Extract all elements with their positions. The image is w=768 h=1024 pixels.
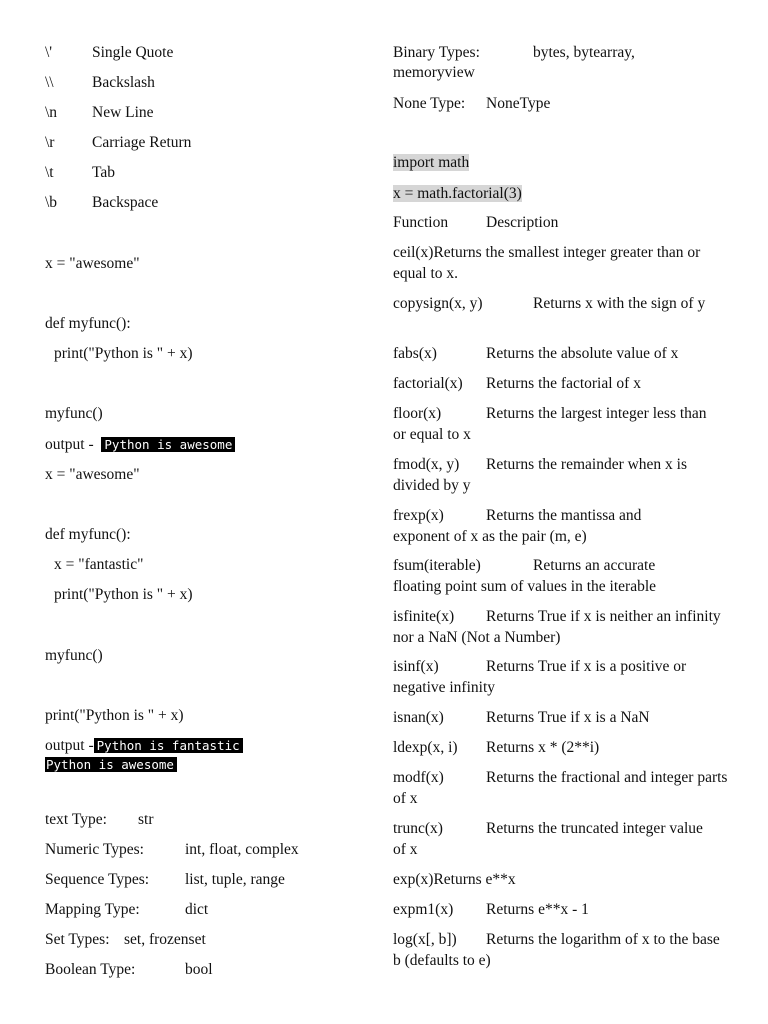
output-line	[45, 755, 177, 775]
code-line: def myfunc():	[45, 315, 131, 332]
escape-row	[45, 73, 155, 93]
code-line: x = "awesome"	[45, 255, 140, 272]
escape-name: Carriage Return	[92, 134, 192, 151]
type-label: Mapping Type:	[45, 901, 140, 918]
function-name: isinf(x)	[393, 658, 439, 675]
type-value: list, tuple, range	[185, 871, 285, 888]
type-label: text Type:	[45, 811, 107, 828]
type-row	[45, 840, 299, 860]
escape-name: Backspace	[92, 194, 159, 211]
type-label: None Type:	[393, 95, 466, 112]
function-desc: Returns True if x is neither an infinity nor a NaN (Not a Number)	[393, 608, 721, 646]
header-function: Function	[393, 214, 449, 231]
type-label: Sequence Types:	[45, 871, 150, 888]
type-row	[45, 810, 154, 830]
output-value: Python is fantastic	[94, 738, 243, 753]
function-desc: Returns the smallest integer greater than or equal to x.	[393, 244, 701, 282]
escape-row	[45, 163, 115, 183]
function-name: copysign(x, y)	[393, 295, 483, 312]
escape-name: Single Quote	[92, 44, 174, 61]
function-name: fmod(x, y)	[393, 456, 460, 473]
function-desc: Returns the truncated integer value of x	[393, 820, 703, 858]
type-value: int, float, complex	[185, 841, 299, 858]
output-label: output -	[45, 436, 94, 453]
function-row	[393, 738, 728, 759]
type-value: bool	[185, 961, 213, 978]
escape-code: \t	[45, 164, 54, 181]
function-desc: Returns the factorial of x	[486, 375, 641, 392]
function-desc: Returns the absolute value of x	[486, 345, 679, 362]
function-name: factorial(x)	[393, 375, 463, 392]
function-name: trunc(x)	[393, 820, 443, 837]
type-value: NoneType	[486, 95, 551, 112]
function-desc: Returns the remainder when x is divided by y	[393, 456, 688, 494]
function-table-header	[393, 213, 558, 233]
function-row	[393, 819, 703, 860]
escape-code: \b	[45, 194, 58, 211]
function-desc: Returns x * (2**i)	[486, 739, 600, 756]
function-name: isnan(x)	[393, 709, 444, 726]
function-row	[393, 607, 723, 648]
function-row	[393, 657, 728, 698]
function-desc: Returns the mantissa and exponent of x as the pair (m, e)	[393, 507, 642, 545]
escape-row	[45, 193, 158, 213]
function-name: log(x[, b])	[393, 931, 457, 948]
highlighted-code: x = math.factorial(3)	[393, 185, 522, 202]
type-value: dict	[185, 901, 209, 918]
escape-code: \r	[45, 134, 55, 151]
escape-name: Backslash	[92, 74, 155, 91]
type-value: str	[138, 811, 154, 828]
type-row	[45, 930, 206, 950]
output-line	[45, 736, 243, 756]
function-row	[393, 374, 728, 395]
function-desc: Returns an accurate floating point sum of values in the iterable	[393, 557, 657, 595]
function-desc: Returns the logarithm of x to the base b (defaults to e)	[393, 931, 720, 969]
code-line: print("Python is " + x)	[54, 345, 193, 362]
function-row	[393, 344, 728, 365]
function-row	[393, 708, 728, 729]
function-row	[393, 556, 703, 597]
function-name: modf(x)	[393, 769, 444, 786]
code-line: myfunc()	[45, 647, 103, 664]
type-row	[393, 43, 635, 63]
function-row	[393, 930, 728, 971]
function-desc: Returns x with the sign of y	[533, 295, 706, 312]
escape-code: \n	[45, 104, 58, 121]
output-value: Python is awesome	[101, 437, 235, 452]
function-name: frexp(x)	[393, 507, 444, 524]
code-line: print("Python is " + x)	[54, 586, 193, 603]
function-name: floor(x)	[393, 405, 442, 422]
escape-name: New Line	[92, 104, 154, 121]
type-row	[45, 900, 208, 920]
type-label: Binary Types:	[393, 44, 480, 61]
function-desc: Returns True if x is a NaN	[486, 709, 650, 726]
header-description: Description	[486, 214, 559, 231]
type-value: set, frozenset	[124, 931, 206, 948]
function-desc: Returns the largest integer less than or equal to x	[393, 405, 707, 443]
output-value: Python is awesome	[45, 757, 177, 772]
function-desc: Returns the fractional and integer parts of x	[393, 769, 728, 807]
escape-row	[45, 103, 154, 123]
type-label: Boolean Type:	[45, 961, 136, 978]
type-label: Set Types:	[45, 931, 110, 948]
escape-row	[45, 133, 191, 153]
type-row	[393, 94, 550, 114]
function-desc: Returns e**x	[433, 871, 516, 888]
function-row	[393, 404, 713, 445]
function-row	[393, 243, 728, 284]
escape-row	[45, 43, 173, 63]
function-desc: Returns e**x - 1	[486, 901, 589, 918]
function-row	[393, 506, 693, 547]
function-row	[393, 294, 728, 315]
function-name: ceil(x)	[393, 244, 434, 261]
code-line: x = "fantastic"	[54, 556, 144, 573]
function-name: fabs(x)	[393, 345, 437, 362]
function-name: expm1(x)	[393, 901, 454, 918]
highlighted-code: import math	[393, 154, 470, 171]
type-row	[45, 960, 213, 980]
function-row	[393, 870, 728, 891]
function-name: isfinite(x)	[393, 608, 455, 625]
function-row	[393, 768, 728, 809]
function-desc: Returns True if x is a positive or negative infinity	[393, 658, 687, 696]
code-line: print("Python is " + x)	[45, 707, 184, 724]
escape-code: \'	[45, 44, 53, 61]
code-line: def myfunc():	[45, 526, 131, 543]
function-name: fsum(iterable)	[393, 557, 481, 574]
type-value-continued: memoryview	[393, 64, 475, 81]
function-name: exp(x)	[393, 871, 434, 888]
function-row	[393, 455, 728, 496]
code-line: x = "awesome"	[45, 466, 140, 483]
output-label: output -	[45, 737, 94, 754]
code-line: myfunc()	[45, 405, 103, 422]
function-row	[393, 900, 728, 921]
type-label: Numeric Types:	[45, 841, 144, 858]
type-row	[45, 870, 285, 890]
escape-code: \\	[45, 74, 54, 91]
math-import-line	[393, 153, 469, 173]
function-name: ldexp(x, i)	[393, 739, 458, 756]
output-line	[45, 435, 235, 455]
math-example-line	[393, 184, 522, 204]
escape-name: Tab	[92, 164, 116, 181]
type-value: bytes, bytearray,	[533, 44, 635, 61]
